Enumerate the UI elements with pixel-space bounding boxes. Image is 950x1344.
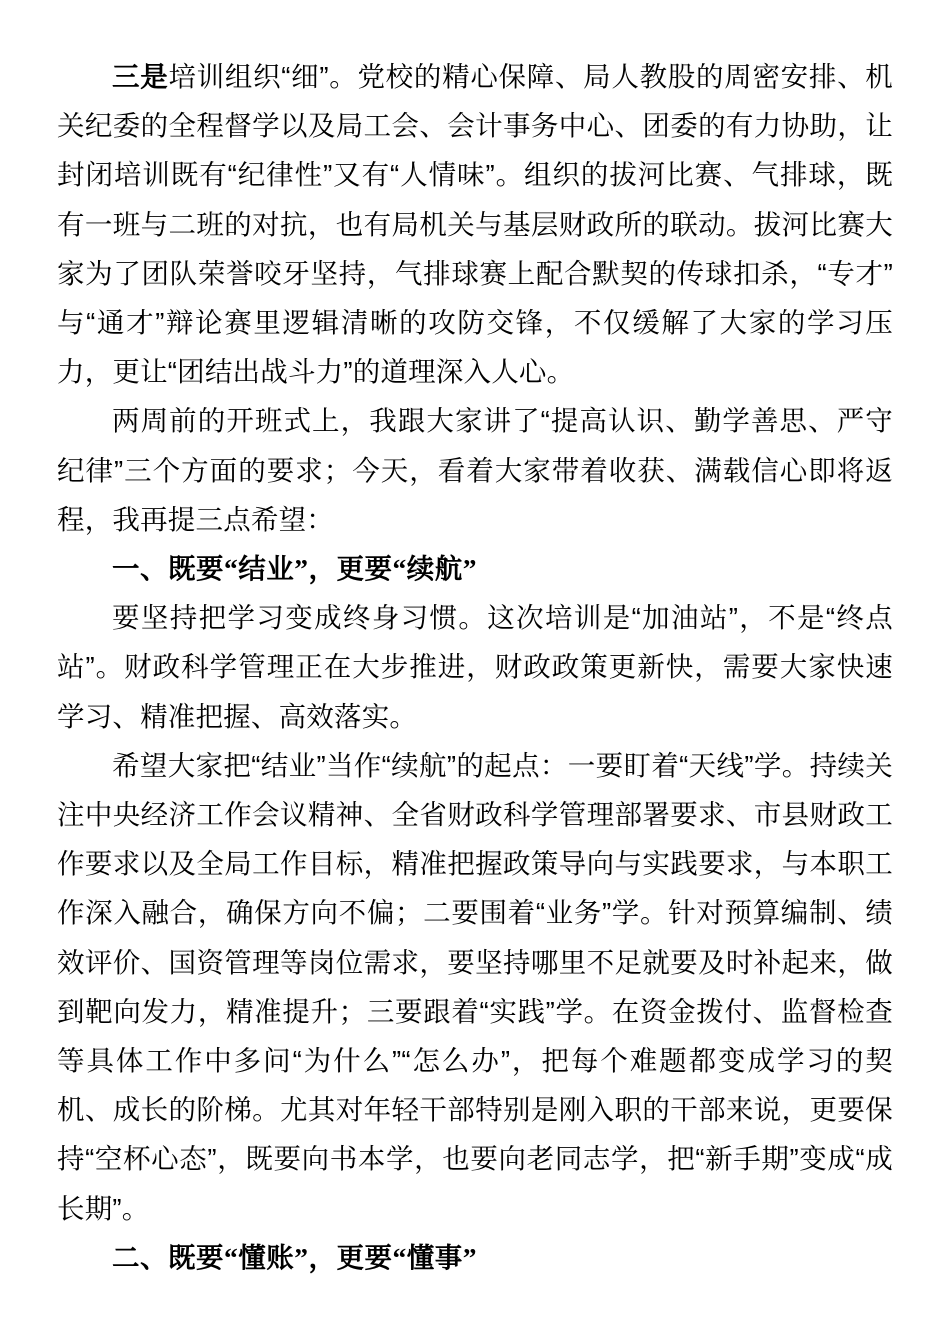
paragraph-three-learning-directions: 希望大家把“结业”当作“续航”的起点：一要盯着“天线”学。持续关注中央经济工作会议精神、全省财政科学管理部署要求、市县财政工作要求以及全局工作目标，精准把握政策导向与实践要求，与本职工作深入融合，确保方向不偏；二要围着“业务”学。针对预算编制、绩效评价、国资管理等岗位需求，要坚持哪里不足就要及时补起来，做到靶向发力，精准提升；三要跟着“实践”学。在资金拨付、监督检查等具体工作中多问“为什么”“怎么办”，把每个难题都变成学习的契机、成长的阶梯。尤其对年轻干部特别是刚入职的干部来说，更要保持“空杯心态”，既要向书本学，也要向老同志学，把“新手期”变成“成长期”。 xyxy=(57,749,893,1224)
document-body xyxy=(57,52,893,1342)
paragraph-two-weeks-ago: 两周前的开班式上，我跟大家讲了“提高认识、勤学善思、严守纪律”三个方面的要求；今天，看着大家带着收获、满载信心即将返程，我再提三点希望： xyxy=(57,405,893,535)
paragraph-lead-bold: 三是 xyxy=(112,61,169,92)
paragraph-training-organization xyxy=(57,52,893,396)
heading-section-one: 一、既要“结业”，更要“续航” xyxy=(112,553,477,585)
heading-section-two: 二、既要“懂账”，更要“懂事” xyxy=(112,1241,477,1273)
paragraph-text: 培训组织“细”。党校的精心保障、局人教股的周密安排、机关纪委的全程督学以及局工会、会计事务中心、团委的有力协助，让封闭培训既有“纪律性”又有“人情味”。组织的拔河比赛、气排球，既有一班与二班的对抗，也有局机关与基层财政所的联动。拔河比赛大家为了团队荣誉咬牙坚持，气排球赛上配合默契的传球扣杀，“专才”与“通才”辩论赛里逻辑清晰的攻防交锋，不仅缓解了大家的学习压力，更让“团结出战斗力”的道理深入人心。 xyxy=(57,61,893,388)
page-bottom-spacer xyxy=(57,1282,893,1342)
paragraph-lifelong-learning: 要坚持把学习变成终身习惯。这次培训是“加油站”，不是“终点站”。财政科学管理正在大步推进，财政政策更新快，需要大家快速学习、精准把握、高效落实。 xyxy=(57,602,893,732)
